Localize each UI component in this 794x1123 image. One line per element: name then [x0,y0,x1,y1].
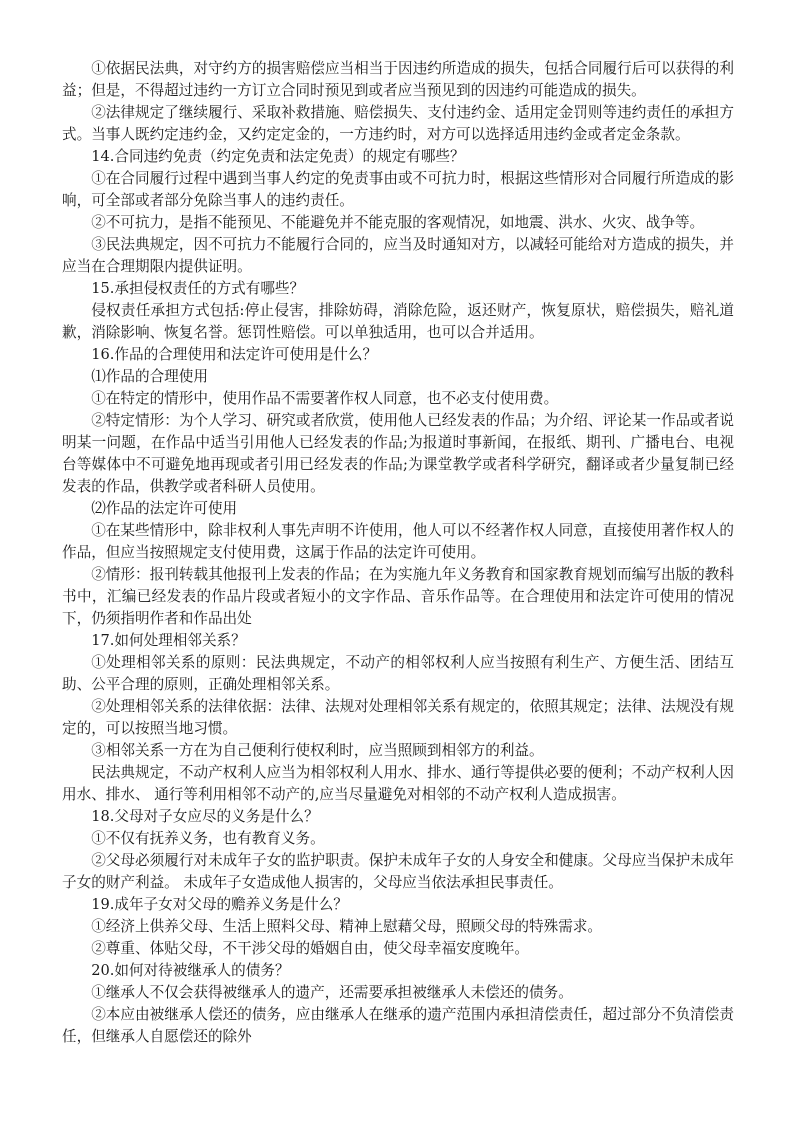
body-paragraph: 侵权责任承担方式包括:停止侵害，排除妨碍，消除危险，返还财产，恢复原状，赔偿损失，赔礼道歉，消除影响、恢复名誉。惩罚性赔偿。可以单独适用，也可以合并适用。 [62,302,734,341]
body-paragraph: ②本应由被继承人偿还的债务，应由继承人在继承的遗产范围内承担清偿责任，超过部分不负清偿责任，但继承人自愿偿还的除外 [62,1006,734,1045]
body-paragraph: ①继承人不仅会获得被继承人的遗产，还需要承担被继承人未偿还的债务。 [91,984,573,1001]
body-paragraph: ①处理相邻关系的原则：民法典规定，不动产的相邻权利人应当按照有利生产、方便生活、团结互助、公平合理的原则，正确处理相邻关系。 [62,654,734,693]
body-paragraph: ②父母必须履行对未成年子女的监护职责。保护未成年子女的人身安全和健康。父母应当保护未成年子女的财产利益。 未成年子女造成他人损害的，父母应当依法承担民事责任。 [62,852,734,891]
document-page [62,58,734,1048]
body-paragraph: ②情形：报刊转载其他报刊上发表的作品；在为实施九年义务教育和国家教育规划而编写出版的教科书中，汇编已经发表的作品片段或者短小的文字作品、音乐作品等。在合理使用和法定许可使用的情况下，仍须指明作者和作品出处 [62,566,734,627]
question-heading: 15.承担侵权责任的方式有哪些？ [91,280,305,297]
question-heading: ⑵作品的法定许可使用 [91,500,238,517]
body-paragraph: ①经济上供养父母、生活上照料父母、精神上慰藉父母，照顾父母的特殊需求。 [91,918,602,935]
body-paragraph: ①在某些情形中，除非权利人事先声明不许使用，他人可以不经著作权人同意，直接使用著作权人的作品，但应当按照规定支付使用费，这属于作品的法定许可使用。 [62,522,734,561]
question-heading: 16.作品的合理使用和法定许可使用是什么？ [91,346,378,363]
body-paragraph: ②法律规定了继续履行、采取补救措施、赔偿损失、支付违约金、适用定金罚则等违约责任的承担方式。当事人既约定违约金，又约定定金的，一方违约时，对方可以选择适用违约金或者定金条款。 [62,104,734,143]
body-paragraph: ①在特定的情形中，使用作品不需要著作权人同意，也不必支付使用费。 [91,390,559,407]
body-paragraph: ①不仅有抚养义务，也有教育义务。 [91,830,325,847]
question-heading: ⑴作品的合理使用 [91,368,208,385]
question-heading: 19.成年子女对父母的赡养义务是什么？ [91,896,348,913]
question-heading: 14.合同违约免责（约定免责和法定免责）的规定有哪些？ [91,148,465,165]
body-paragraph: 民法典规定，不动产权利人应当为相邻权利人用水、排水、通行等提供必要的便利；不动产权利人因用水、排水、 通行等利用相邻不动产的,应当尽量避免对相邻的不动产权利人造成损害。 [62,764,734,803]
body-paragraph: ①依据民法典，对守约方的损害赔偿应当相当于因违约所造成的损失，包括合同履行后可以获得的利益；但是，不得超过违约一方订立合同时预见到或者应当预见到的因违约可能造成的损失。 [62,60,734,99]
body-paragraph: ①在合同履行过程中遇到当事人约定的免责事由或不可抗力时，根据这些情形对合同履行所造成的影响，可全部或者部分免除当事人的违约责任。 [62,170,734,209]
body-paragraph: ②不可抗力，是指不能预见、不能避免并不能克服的客观情况，如地震、洪水、火灾、战争等。 [91,214,705,231]
question-heading: 18.父母对子女应尽的义务是什么？ [91,808,319,825]
body-paragraph: ②处理相邻关系的法律依据：法律、法规对处理相邻关系有规定的，依照其规定；法律、法规没有规定的，可以按照当地习惯。 [62,698,734,737]
body-paragraph: ③相邻关系一方在为自己便利行使权利时，应当照顾到相邻方的利益。 [91,742,544,759]
body-paragraph: ②特定情形：为个人学习、研究或者欣赏，使用他人已经发表的作品；为介绍、评论某一作品或者说明某一问题，在作品中适当引用他人已经发表的作品;为报道时事新闻，在报纸、期刊、广播电台、电视台等媒体中不可避免地再现或者引用已经发表的作品;为课堂教学或者科学研究，翻译或者少量复制已经发表的作品，供教学或者科研人员使用。 [62,412,734,495]
body-paragraph: ③民法典规定，因不可抗力不能履行合同的，应当及时通知对方，以减轻可能给对方造成的损失，并应当在合理期限内提供证明。 [62,236,734,275]
question-heading: 17.如何处理相邻关系？ [91,632,246,649]
body-paragraph: ②尊重、体贴父母，不干涉父母的婚姻自由，使父母幸福安度晚年。 [91,940,530,957]
question-heading: 20.如何对待被继承人的债务？ [91,962,290,979]
